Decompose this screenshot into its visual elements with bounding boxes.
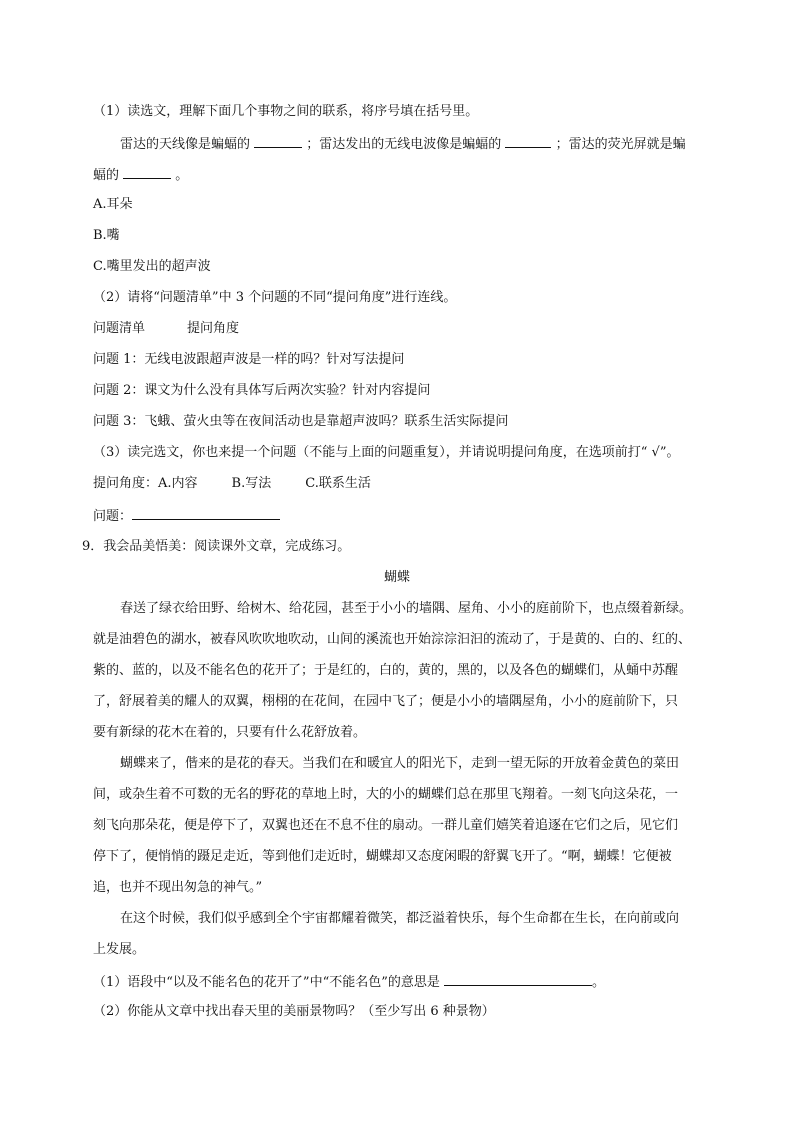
para3-line2: 上发展。 — [93, 942, 146, 957]
q8-s3-text: ；雷达的荧光屏就是蝙 — [555, 137, 686, 152]
para1-line5: 要有新绿的花木在着的，只要有什么花舒放着。 — [93, 725, 367, 740]
para1-line2: 就是油碧色的湖水，被春风吹吹地吹动，山间的溪流也开始淙淙汩汩的流动了，于是黄的、白的、红的、 — [93, 632, 692, 647]
answer-blank-screen[interactable] — [123, 164, 171, 179]
angle-option-content[interactable]: A.内容 — [158, 476, 198, 491]
option-b: B.嘴 — [93, 228, 120, 243]
para2-line1: 蝴蝶来了，偕来的是花的春天。当我们在和暖宜人的阳光下，走到一望无际的开放着金黄色的菜田 — [120, 756, 680, 771]
q8-part2-instruction: （2）请将“问题清单”中 3 个问题的不同“提问角度”进行连线。 — [93, 290, 457, 305]
column-questions-label: 问题清单 — [93, 321, 146, 336]
sub-question-1-end: 。 — [592, 975, 606, 990]
para2-line3: 刻飞向那朵花，便是停下了，双翼也还在不息不住的扇动。一群儿童们嬉笑着追逐在它们之后，见它们 — [93, 818, 679, 833]
q8-s2-text: ；雷达发出的无线电波像是蝙蝠的 — [306, 137, 502, 152]
q8-part3-instruction: （3）读完选文，你也来提一个问题（不能与上面的问题重复），并请说明提问角度，在选项前打“ √”。 — [93, 445, 680, 460]
q8-part1-sentence-line2 — [93, 164, 188, 186]
q9-header: 9．我会品美悟美：阅读课外文章，完成练习。 — [82, 539, 351, 554]
option-a: A.耳朵 — [93, 197, 133, 212]
q8-columns-header — [93, 319, 239, 339]
para2-line2: 间，或杂生着不可数的无名的野花的草地上时，大的小的蝴蝶们总在那里飞翔着。一刻飞向这朵花，一 — [93, 787, 679, 802]
question-answer-line — [93, 505, 280, 527]
q8-s4-text: 蝠的 — [93, 168, 120, 183]
question-label: 问题： — [93, 509, 133, 524]
para2-line5: 追，也并不现出匆急的神气。” — [93, 880, 263, 895]
sub-question-1-blank[interactable] — [444, 971, 592, 986]
angle-option-writing[interactable]: B.写法 — [231, 476, 272, 491]
sub-question-1 — [93, 971, 605, 993]
answer-blank-radio-wave[interactable] — [505, 133, 551, 148]
question-answer-blank[interactable] — [132, 505, 280, 520]
para1-line1: 春送了绿衣给田野、给树木、给花园，甚至于小小的墙隅、屋角、小小的庭前阶下，也点缀着新绿。 — [120, 601, 693, 616]
article-title: 蝴蝶 — [383, 570, 410, 585]
q8-s5-text: 。 — [175, 168, 189, 183]
q8-s1-text: 雷达的天线像是蝙蝠的 — [120, 137, 251, 152]
q8-part1-sentence-line1 — [120, 133, 686, 155]
q8-part1-instruction: （1）读选文，理解下面几个事物之间的联系，将序号填在括号里。 — [93, 104, 479, 119]
para2-line4: 停下了，便悄悄的蹑足走近，等到他们走近时，蝴蝶却又态度闲暇的舒翼飞开了。“啊，蝴蝶！它便被 — [93, 849, 672, 864]
angle-label: 提问角度： — [93, 476, 159, 491]
para1-line4: 了，舒展着美的耀人的双翼，栩栩的在花间，在园中飞了；便是小小的墙隅屋角，小小的庭前阶下，只 — [93, 694, 679, 709]
answer-blank-antenna[interactable] — [254, 133, 302, 148]
para3-line1: 在这个时候，我们似乎感到全个宇宙都耀着微笑，都泛溢着快乐，每个生命都在生长，在向前或向 — [120, 911, 680, 926]
column-angles-label: 提问角度 — [187, 321, 240, 336]
angle-options — [93, 474, 371, 494]
option-c: C.嘴里发出的超声波 — [93, 259, 211, 274]
sub-question-2: （2）你能从文章中找出春天里的美丽景物吗？（至少写出 6 种景物） — [93, 1004, 495, 1019]
question-item-2: 问题 2：课文为什么没有具体写后两次实验？针对内容提问 — [93, 383, 431, 398]
question-item-3: 问题 3：飞蛾、萤火虫等在夜间活动也是靠超声波吗？联系生活实际提问 — [93, 414, 509, 429]
question-item-1: 问题 1：无线电波跟超声波是一样的吗？针对写法提问 — [93, 352, 405, 367]
para1-line3: 紫的、蓝的，以及不能名色的花开了；于是红的，白的，黄的，黑的，以及各色的蝴蝶们，从蛹中苏醒 — [93, 663, 679, 678]
angle-option-life[interactable]: C.联系生活 — [305, 476, 371, 491]
sub-question-1-text: （1）语段中“以及不能名色的花开了”中“不能名色”的意思是 — [93, 975, 440, 990]
